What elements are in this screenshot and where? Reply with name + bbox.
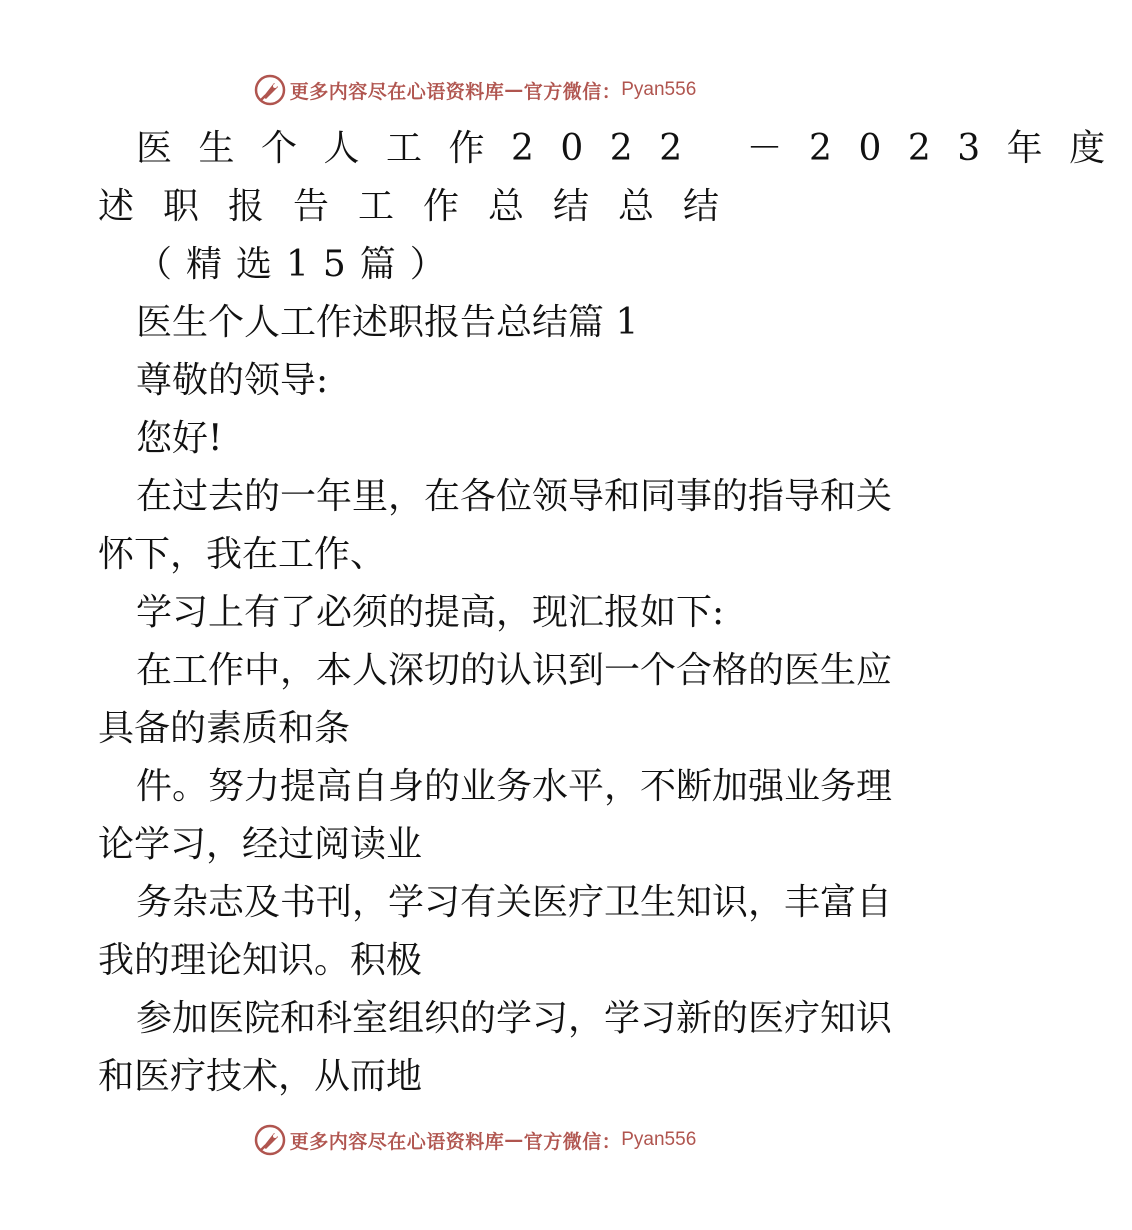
paragraph-line: 件。努力提高自身的业务水平，不断加强业务理 — [136, 766, 893, 807]
document-title-line-1: 医生个人工作2022 －2023年度 — [136, 128, 1132, 169]
greeting: 尊敬的领导: — [136, 360, 329, 401]
paragraph-line: 学习上有了必须的提高，现汇报如下: — [136, 592, 725, 633]
document-subtitle: （精选15篇） — [136, 244, 460, 285]
watermark-wechat-id: Pyan556 — [621, 1129, 697, 1150]
document-title-line-2: 述职报告工作总结总结 — [98, 186, 749, 227]
watermark-wechat-id: Pyan556 — [621, 79, 697, 100]
paragraph-line: 参加医院和科室组织的学习，学习新的医疗知识 — [136, 998, 893, 1039]
paragraph-line: 论学习，经过阅读业 — [98, 824, 423, 865]
salutation: 您好! — [136, 418, 223, 459]
watermark-wechat-label: 官方微信： — [523, 80, 622, 103]
paragraph-line: 怀下，我在工作、 — [98, 534, 387, 575]
watermark-wechat-label: 官方微信： — [523, 1130, 622, 1153]
watermark-text: 更多内容尽在心语资料库 — [289, 1130, 505, 1153]
section-heading: 医生个人工作述职报告总结篇 1 — [136, 302, 639, 343]
watermark-text: 更多内容尽在心语资料库 — [289, 80, 505, 103]
paragraph-line: 在工作中，本人深切的认识到一个合格的医生应 — [136, 650, 893, 691]
watermark-dash: — — [504, 79, 524, 101]
paragraph-line: 和医疗技术，从而地 — [98, 1056, 423, 1097]
paragraph-line: 具备的素质和条 — [98, 708, 351, 749]
footer-watermark — [0, 1120, 950, 1160]
pen-nib-logo-icon — [254, 74, 286, 106]
paragraph-line: 在过去的一年里，在各位领导和同事的指导和关 — [136, 476, 893, 517]
pen-nib-logo-icon — [254, 1124, 286, 1156]
paragraph-line: 我的理论知识。积极 — [98, 940, 423, 981]
document-body — [98, 120, 1132, 1106]
paragraph-line: 务杂志及书刊，学习有关医疗卫生知识，丰富自 — [136, 882, 893, 923]
watermark-dash: — — [504, 1129, 524, 1151]
header-watermark — [0, 70, 950, 110]
